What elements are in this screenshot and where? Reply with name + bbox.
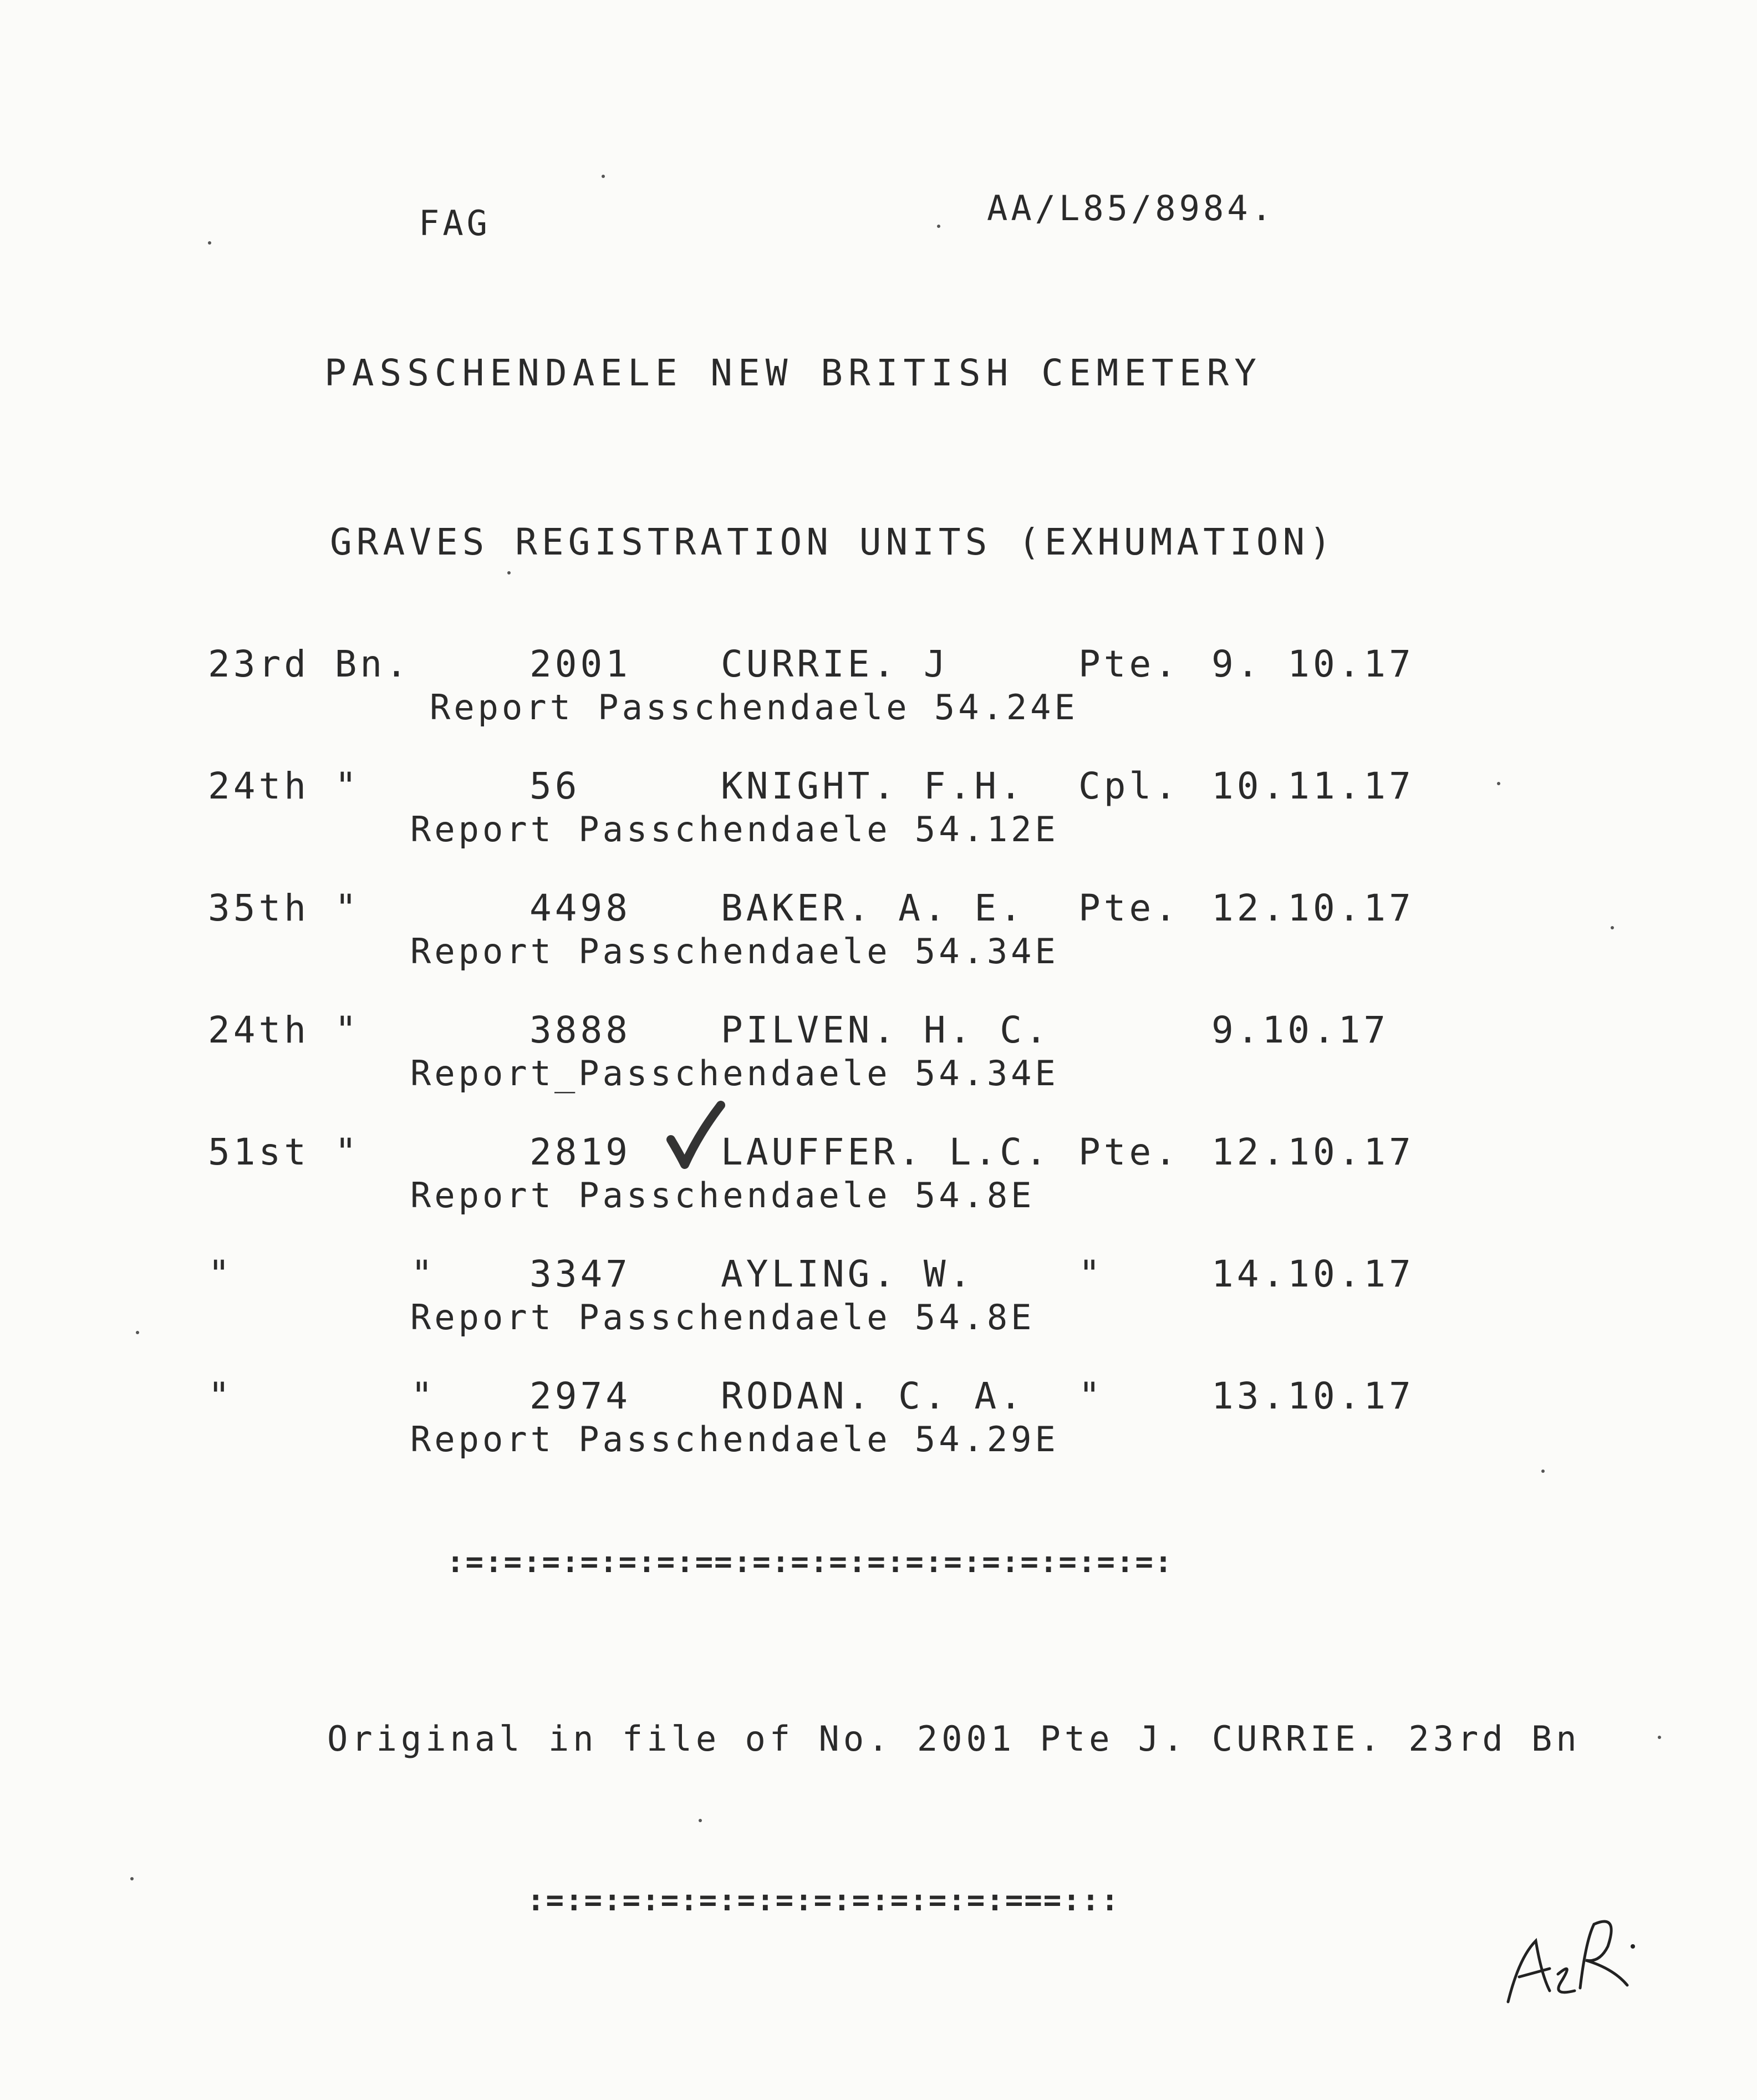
scan-speck	[208, 241, 211, 245]
entry-rank: Pte.	[1078, 1131, 1180, 1173]
entry-number: 2819	[529, 1131, 631, 1173]
signature	[1497, 1908, 1641, 2018]
entry-rank: Pte.	[1078, 643, 1180, 685]
entry-name: AYLING. W.	[721, 1253, 975, 1295]
entry-number: 2974	[529, 1375, 631, 1417]
entry-number: 3888	[529, 1009, 631, 1051]
entry-unit: 35th "	[208, 887, 360, 929]
entry-number: 56	[529, 765, 580, 807]
entry-report: Report_Passchendaele 54.34E	[410, 1053, 1059, 1094]
divider-bottom: :=:=:=:=:=:=:=:=:=:=:=:=:===:::	[527, 1883, 1120, 1918]
footer-note: Original in file of No. 2001 Pte J. CURRIE. 23rd Bn	[327, 1718, 1581, 1759]
entry-unit: 51st "	[208, 1131, 360, 1173]
check-mark-icon	[665, 1101, 726, 1173]
scan-speck	[937, 225, 940, 228]
entry-date: 9.10.17	[1211, 1009, 1389, 1051]
scan-speck	[136, 1331, 139, 1334]
entry-date: 14.10.17	[1211, 1253, 1414, 1295]
entry-report: Report Passchendaele 54.8E	[410, 1175, 1035, 1216]
entry-number: 3347	[529, 1253, 631, 1295]
scan-speck	[507, 571, 511, 574]
entry-report: Report Passchendaele 54.8E	[410, 1297, 1035, 1338]
entry-rank: "	[1078, 1253, 1104, 1295]
entry-report: Report Passchendaele 54.29E	[410, 1419, 1059, 1460]
scan-speck	[130, 1877, 134, 1880]
reference-number: AA/L85/8984.	[987, 188, 1275, 228]
entry-unit: 24th "	[208, 765, 360, 807]
cemetery-title: PASSCHENDAELE NEW BRITISH CEMETERY	[324, 352, 1262, 394]
scan-speck	[602, 175, 605, 178]
entry-unit: 24th "	[208, 1009, 360, 1051]
entry-unit: " "	[208, 1375, 436, 1417]
header-code: FAG	[419, 203, 491, 243]
entry-name: RODAN. C. A.	[721, 1375, 1025, 1417]
document-subtitle: GRAVES REGISTRATION UNITS (EXHUMATION)	[330, 521, 1336, 563]
scan-speck	[1658, 1736, 1661, 1739]
entry-name: BAKER. A. E.	[721, 887, 1025, 929]
entry-date: 13.10.17	[1211, 1375, 1414, 1417]
scan-speck	[1611, 926, 1614, 929]
entry-unit: 23rd Bn.	[208, 643, 411, 685]
entry-rank: Pte.	[1078, 887, 1180, 929]
entry-rank: Cpl.	[1078, 765, 1180, 807]
entry-unit: " "	[208, 1253, 436, 1295]
scan-speck	[1541, 1470, 1545, 1473]
scan-speck	[699, 1819, 702, 1822]
entry-report: Report Passchendaele 54.24E	[430, 687, 1078, 728]
entry-name: PILVEN. H. C.	[721, 1009, 1051, 1051]
entry-rank: "	[1078, 1375, 1104, 1417]
entry-date: 9. 10.17	[1211, 643, 1414, 685]
entry-number: 4498	[529, 887, 631, 929]
entry-date: 12.10.17	[1211, 887, 1414, 929]
entry-date: 12.10.17	[1211, 1131, 1414, 1173]
entry-name: KNIGHT. F.H.	[721, 765, 1025, 807]
entry-number: 2001	[529, 643, 631, 685]
entry-name: CURRIE. J	[721, 643, 949, 685]
divider-top: :=:=:=:=:=:=:==:=:=:=:=:=:=:=:=:=:=:=:	[446, 1544, 1174, 1579]
entry-report: Report Passchendaele 54.34E	[410, 931, 1059, 972]
entry-report: Report Passchendaele 54.12E	[410, 809, 1059, 850]
scan-speck	[1497, 782, 1500, 785]
entry-name: LAUFFER. L.C.	[721, 1131, 1051, 1173]
entry-date: 10.11.17	[1211, 765, 1414, 807]
